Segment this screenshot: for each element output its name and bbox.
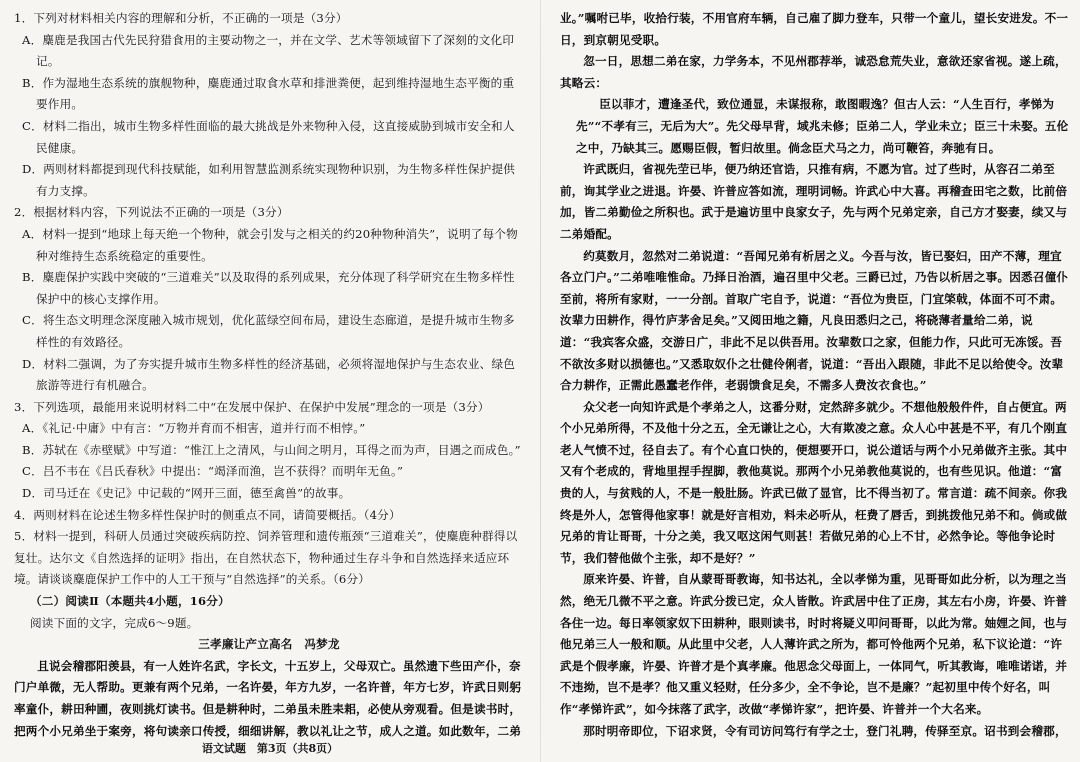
- option-c: C．吕不韦在《吕氏春秋》中提出：“竭泽而渔，岂不获得？而明年无鱼。”: [22, 464, 404, 479]
- question-3: [14, 397, 524, 505]
- option-a: A．麋鹿是我国古代先民狩猎食用的主要动物之一，并在文学、艺术等领域留下了深刻的文化印记。: [22, 32, 515, 69]
- question-2: [14, 202, 524, 396]
- article-paragraph: 忽一日，思想二弟在家，力学务本，不见州郡荐举，诚恐怠荒失业，意欲还家省视。遂上疏，其略云：: [560, 54, 1067, 90]
- right-column: [560, 8, 1070, 740]
- option-c: C．将生态文明理念深度融入城市规划，优化蓝绿空间布局，建设生态廊道，是提升城市生物多样性的有效路径。: [22, 313, 515, 349]
- option-a: A．材料一提到“地球上每天绝一个物种，就会引发与之相关的约20种物种消失”，说明了每个物种对维持生态系统稳定的重要性。: [22, 226, 518, 263]
- option-b: B．苏轼在《赤壁赋》中写道：“惟江上之清风，与山间之明月，耳得之而为声，目遇之而成色。”: [22, 442, 521, 457]
- question-stem: 2．根据材料内容，下列说法不正确的一项是（3分）: [14, 205, 289, 220]
- article-paragraph: 约莫数月，忽然对二弟说道：“吾闻兄弟有析居之义。今吾与汝，皆已娶妇，田产不薄，理宜各立门户。”二弟唯唯惟命。乃择日治酒，遍召里中父老。三爵已过，乃告以析居之事。因悉召僮仆至前，将所有家财，一一分剖。首取广宅自予，说道：“吾位为贵臣，门宜棨戟，体面不可不肃。汝辈力田耕作，得竹庐茅舍足矣。”又阅田地之籍，凡良田悉归之己，将硗薄者量给二弟，说道：“我宾客众盛，交游日广，非此不足以供吾用。汝辈数口之家，但能力作，只此可无冻馁。吾不欲汝多财以损德也。”又悉取奴仆之壮健伶俐者，说道：“吾出入跟随，非此不足以给使令。汝辈合力耕作，正需此愚蠢老作伴，老弱馈食足矣，不需多人费汝衣食也。”: [560, 248, 1069, 393]
- article-paragraph: 那时明帝即位，下诏求贤，令有司访问笃行有学之士，登门礼聘，传驿至京。诏书到会稽郡，: [583, 723, 1067, 738]
- reading-instruction: 阅读下面的文字，完成6～9题。: [30, 615, 199, 630]
- article-title: 三孝廉让产立高名 冯梦龙: [198, 637, 340, 652]
- memorial-quote: 臣以菲才，遭逢圣代，致位通显，未谋报称，敢图暇逸？但古人云：“人生百行，孝悌为先”“不孝有三，无后为大”。先父母早背，域兆未修；臣弟二人，学业未立；臣三十未娶。五伦之中，乃缺其三。愿赐臣假，暂归故里。倘念臣犬马之力，尚可鞭笞，奔驰有日。: [576, 97, 1069, 155]
- option-d: D．司马迁在《史记》中记载的“网开三面，德至禽兽”的故事。: [22, 486, 351, 501]
- question-5: 5．材料一提到，科研人员通过突破疾病防控、饲养管理和遗传瓶颈“三道难关”，使麋鹿种群得以复壮。达尔文《自然选择的证明》指出，在自然状态下，物种通过生存斗争和自然选择来适应环境。请谈谈麋鹿保护工作中的人工干预与“自然选择”的关系。（6分）: [14, 529, 518, 587]
- article-paragraph: 许武既归，省视先茔已毕，便乃纳还官诰，只推有病，不愿为官。过了些时，从容召二弟至前，询其学业之进退。许晏、许普应答如流，理明词畅。许武心中大喜。再稽查田宅之数，比前倍加，皆二弟勤俭之所积也。武于是遍访里中良家女子，先与两个兄弟定亲，自己方才娶妻，续又与二弟婚配。: [560, 162, 1068, 241]
- article-paragraph: 原来许晏、许普，自从蒙哥哥教诲，知书达礼，全以孝悌为重，见哥哥如此分析，以为理之当然，绝无几微不平之意。许武分拨已定，众人皆散。许武居中住了正房，其左右小房，许晏、许普各住一边。每日率领家奴下田耕种，眼则读书，时时将疑义叩问哥哥，以此为常。妯娌之间，也与他兄弟三人一般和顺。从此里中父老，人人薄许武之所为，都可怜他两个兄弟，私下议论道：“许武是个假孝廉，许晏、许普才是个真孝廉。他思念父母面上，一体同气，听其教诲，唯唯诺诺，并不违拗，岂不是孝？他又重义轻财，任分多少，全不争论，岂不是廉？”起初里中传个好名，叫作“孝悌许武”，如今抹落了武字，改做“孝悌许家”，把许晏、许普并一个大名来。: [560, 572, 1068, 716]
- article-paragraph: 众父老一向知许武是个孝弟之人，这番分财，定然辞多就少。不想他般般件件，自占便宜。两个小兄弟所得，不及他十分之五，全无谦让之心，大有欺凌之意。众人心中甚是不平，有几个刚直老人气愤不过，径自去了。有个心直口快的，便想要开口，说公道话与两个小兄弟做齐主张。其中又有个老成的，背地里捏手捏脚，教他莫说。那两个小兄弟教他莫说的，也有些见识。他道：“富贵的人，与贫贱的人，不是一般肚肠。许武已做了显官，比不得当初了。常言道：疏不间亲。你我终是外人，怎管得他家事！就是好言相劝，料未必听从，枉费了唇舌，到挑拨他兄弟不和。倘或做兄弟的肯让哥哥，十分之美，我又呕这闲气则甚！若做兄弟的心上不甘，必然争论。等他争论时节，我们替他做个主张，却不是好？”: [560, 399, 1068, 565]
- left-column: [14, 8, 524, 740]
- option-d: D．材料二强调，为了夯实提升城市生物多样性的经济基础，必须将湿地保护与生态农业、绿色旅游等进行有机融合。: [22, 356, 516, 393]
- article-paragraph: 业。”嘱咐已毕，收拾行装，不用官府车辆，自己雇了脚力登车，只带一个童儿，望长安进发。不一日，到京朝见受职。: [560, 11, 1069, 47]
- column-divider: [540, 0, 541, 762]
- option-c: C．材料二指出，城市生物多样性面临的最大挑战是外来物种入侵，这直接威胁到城市安全和人民健康。: [22, 118, 515, 155]
- question-stem: 3．下列选项，最能用来说明材料二中“在发展中保护、在保护中发展”理念的一项是（3分）: [14, 399, 490, 414]
- option-b: B．麋鹿保护实践中突破的“三道难关”以及取得的系列成果，充分体现了科学研究在生物多样性保护中的核心支撑作用。: [22, 270, 515, 306]
- option-a: A．《礼记·中庸》中有言：“万物并育而不相害，道并行而不相悖。”: [22, 421, 366, 436]
- article-paragraph: 且说会稽郡阳羡县，有一人姓许名武，字长文，十五岁上，父母双亡。虽然遗下些田产仆，奈门户单微，无人帮助。更兼有两个兄弟，一名许晏，年方九岁，一名许普，年方七岁，许武日则躬率童仆，耕田种圃，夜则挑灯读书。但是耕种时，二弟虽未胜耒耜，必使从旁观看。但是读书时，把两个小兄弟坐于案旁，将句读亲口传授，细细讲解，教以礼让之节，成人之道。如此数年，二弟: [14, 658, 522, 738]
- section-title: （二）阅读Ⅱ（本题共4小题，16分）: [30, 594, 230, 609]
- question-1: [14, 8, 524, 202]
- question-4: 4．两则材料在论述生物多样性保护时的侧重点不同，请简要概括。（4分）: [14, 507, 401, 522]
- option-d: D．两则材料都提到现代科技赋能，如利用智慧监测系统实现物种识别，为生物多样性保护提供有力支撑。: [22, 162, 516, 198]
- question-stem: 1．下列对材料相关内容的理解和分析，不正确的一项是（3分）: [14, 11, 348, 25]
- option-b: B．作为湿地生态系统的旗舰物种，麋鹿通过取食水草和排泄粪便，起到维持湿地生态平衡的重要作用。: [22, 75, 515, 112]
- page-footer: 语文试题 第3页（共8页）: [201, 742, 339, 755]
